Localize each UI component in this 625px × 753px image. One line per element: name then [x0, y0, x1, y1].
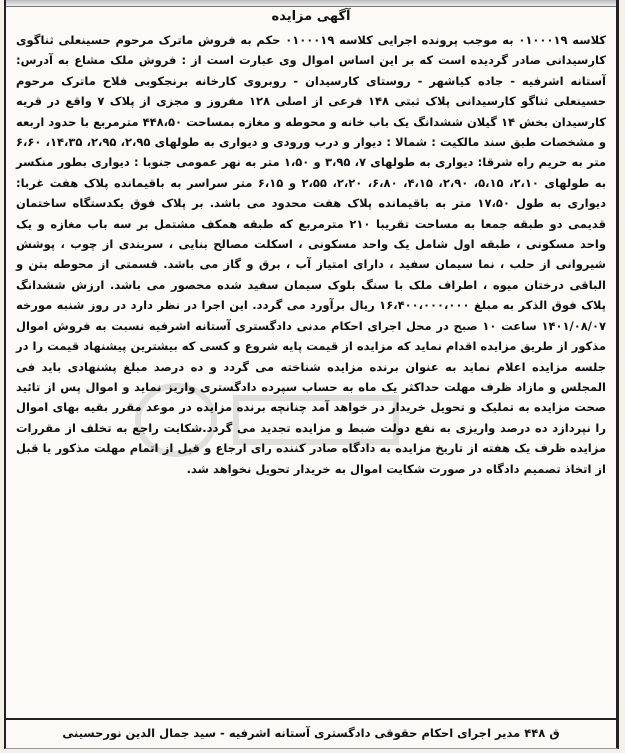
- notice-footer: ق ۴۴۸ مدیر اجرای احکام حقوقی دادگستری آستانه اشرفیه - سید جمال الدین نورحسینی: [6, 718, 616, 748]
- newspaper-clipping: [4, 0, 619, 749]
- notice-paragraph: کلاسه ۰۱۰۰۰۱۹ به موجب پرونده اجرایی کلاسه ۰۱۰۰۰۱۹ حکم به فروش ماترک مرحوم حسینعلی ثناگوی کارسیدانی صادر گردیده است که بر این اساس اموال وی عبارت است از : فروش ملک مشاع به آدرس: آستانه اشرفیه - جاده کیاشهر - روستای کارسیدان - روبروی کارخانه برنجکوبی فلاح ماترک مرحوم حسینعلی ثناگو کارسیدانی پلاک ثبتی ۱۴۸ فرعی از اصلی ۱۲۸ مفروز و مجزی از پلاک ۷ واقع در قریه کارسیدان بخش ۱۴ گیلان ششدانگ یک باب خانه و محوطه و مغازه بمساحت ۴۴۸،۵۰ مترمربع با حدود اربعه و مشخصات طبق سند مالکیت : شمالا : دیوار و درب ورودی و دیواری به طولهای ۲،۹۵، ۲،۹۵، ۱۴،۳۵، ۶،۶۰ متر به حریم راه شرقا: دیواری به طولهای ۷، ۳،۹۵ و ۱،۵۰ متر به نهر عمومی جنوبا : دیواری بطور منکسر به طولهای ۲،۱۰، ۵،۱۵، ۲،۹۰، ۴،۱۵، ۶،۸۰، ۲،۲۰، ۲،۵۵ و ۶،۱۵ متر سراسر به باقیمانده پلاک هفت غربا: دیواری به طول ۱۷،۵۰ متر به باقیمانده پلاک هفت محدود می باشد. بر پلاک فوق یکدستگاه ساختمان قدیمی دو طبقه جمعا به مساحت تقریبا ۲۱۰ مترمربع که طبقه همکف مشتمل بر سه باب مغازه و یک واحد مسکونی ، طبقه اول شامل یک واحد مسکونی ، اسکلت مصالح بنایی ، سربندی از چوب ، پوشش شیروانی از حلب ، نما سیمان سفید ، دارای امتیاز آب ، برق و گاز می باشد. قسمتی از محوطه بتن و الباقی درختان میوه ، اطراف ملک با سنگ بلوک سیمان سفید شده محصور می باشد. ارزش ششدانگ پلاک فوق الذکر به مبلغ ۱۶،۴۰۰،۰۰۰،۰۰۰ ریال برآورد می گردد. این اجرا در نظر دارد در روز شنبه مورخه ۱۴۰۱/۰۸/۰۷ ساعت ۱۰ صبح در محل اجرای احکام مدنی دادگستری آستانه اشرفیه نسبت به فروش اموال مذکور از طریق مزایده اقدام نماید که مزایده از قیمت پایه شروع و کسی که بیشترین پیشنهاد قیمت را در جلسه مزایده اعلام نماید به عنوان برنده مزایده شناخته می گردد و ده درصد مبلغ پشنهادی باید فی المجلس و مازاد ظرف مهلت حداکثر یک ماه به حساب سپرده دادگستری واریز نماید و اموال پس از تائید صحت مزایده به تملیک و تحویل خریدار در خواهد آمد چنانچه برنده مزایده در موعد مقرر بقیه بهای اموال را نپردازد ده درصد واریزی به نفع دولت ضبط و مزایده تجدید می گردد.شکایت راجع به تخلف از مقررات مزایده ظرف یک هفته از تاریخ مزایده به دادگاه صادر کننده رای ارجاع و قبل از اتمام مهلت مذکور یا قبل از اتخاذ تصمیم دادگاه در صورت شکایت اموال به خریدار تحویل نخواهد شد.: [16, 33, 607, 476]
- notice-title: آگهی مزایده: [271, 9, 351, 24]
- notice-body: [16, 30, 606, 479]
